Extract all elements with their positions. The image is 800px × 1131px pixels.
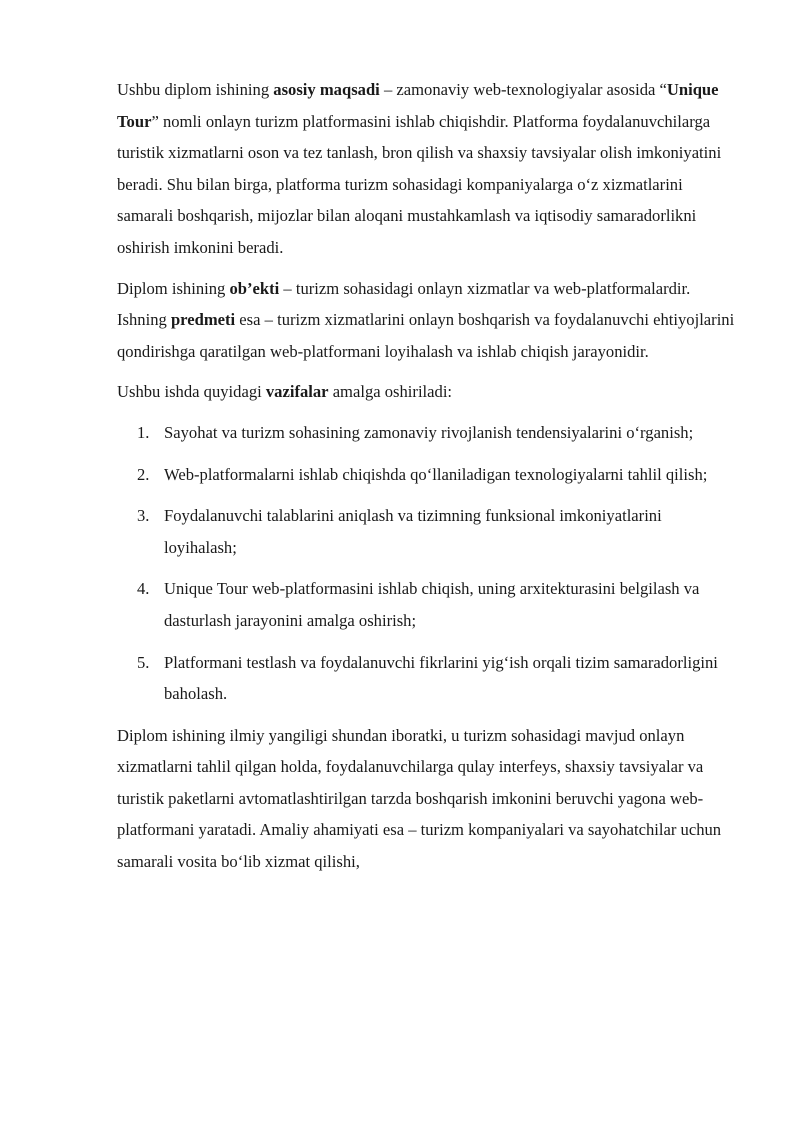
object-text-2: – turizm sohasidagi onlayn xizmatlar va web-platformalardir. Ishning bbox=[117, 278, 691, 330]
paragraph-goal bbox=[117, 74, 737, 264]
list-item-text: Unique Tour web-platformasini ishlab chiqish, uning arxitekturasini belgilash va dasturlash jarayonini amalga oshirish; bbox=[164, 579, 700, 630]
tasks-intro-bold: vazifalar bbox=[265, 382, 329, 402]
list-item bbox=[117, 573, 737, 636]
list-item bbox=[117, 417, 737, 449]
paragraph-object-subject bbox=[117, 273, 737, 368]
goal-text-2: – zamonaviy web-texnologiyalar asosida “ bbox=[379, 80, 667, 99]
object-text-3: esa – turizm xizmatlarini onlayn boshqarish va foydalanuvchi ehtiyojlarini qondirishga qaratilgan web-platformani loyihalash va ishlab chiqish jarayonidir. bbox=[117, 310, 735, 361]
paragraph-tasks-intro bbox=[117, 376, 737, 408]
list-item-text: Web-platformalarni ishlab chiqishda qo‘llaniladigan texnologiyalarni tahlil qilish; bbox=[164, 464, 708, 484]
paragraph-novelty: Diplom ishining ilmiy yangiligi shundan iboratki, u turizm sohasidagi mavjud onlayn xizmatlarni tahlil qilgan holda, foydalanuvchilarga qulay interfeys, shaxsiy tavsiyalar va turistik paketlarni avtomatlashtirilgan tarzda boshqarish imkonini beruvchi yagona web-platformani yaratadi. Amaliy ahamiyati esa – turizm kompaniyalari va sayohatchilar uchun samarali vosita bo‘lib xizmat qilishi, bbox=[117, 725, 722, 872]
object-bold-object: ob’ekti bbox=[229, 278, 280, 298]
list-item-text: Sayohat va turizm sohasining zamonaviy rivojlanish tendensiyalarini o‘rganish; bbox=[164, 422, 694, 442]
goal-text-3: ” nomli onlayn turizm platformasini ishlab chiqishdir. Platforma foydalanuvchilarga turistik xizmatlarni oson va tez tanlash, bron qilish va shaxsiy tavsiyalar olish imkoniyatini beradi. Shu bilan birga, platforma turizm sohasidagi kompaniyalarga o‘z xizmatlarini samarali boshqarish, mijozlar bilan aloqani mustahkamlash va iqtisodiy samaradorlikni oshirish imkonini beradi. bbox=[117, 111, 722, 257]
object-text-1: Diplom ishining bbox=[117, 278, 230, 298]
list-item-number: 3. bbox=[137, 506, 150, 526]
goal-bold-project-name: Unique Tour bbox=[117, 80, 719, 131]
tasks-list bbox=[117, 417, 737, 710]
list-item-number: 5. bbox=[137, 652, 150, 672]
tasks-intro-text-2: amalga oshiriladi: bbox=[328, 382, 453, 402]
list-item bbox=[117, 500, 737, 563]
list-item-number: 4. bbox=[137, 579, 150, 599]
tasks-intro-text-1: Ushbu ishda quyidagi bbox=[117, 382, 266, 402]
list-item-text: Foydalanuvchi talablarini aniqlash va tizimning funksional imkoniyatlarini loyihalash; bbox=[164, 506, 662, 557]
list-item-number: 1. bbox=[137, 422, 150, 442]
list-item-number: 2. bbox=[137, 464, 150, 484]
list-item bbox=[117, 647, 737, 710]
goal-bold-main-goal: asosiy maqsadi bbox=[273, 80, 380, 99]
list-item-text: Platformani testlash va foydalanuvchi fikrlarini yig‘ish orqali tizim samaradorligini baholash. bbox=[164, 652, 718, 704]
document-page bbox=[117, 74, 737, 887]
list-item bbox=[117, 459, 737, 491]
object-bold-subject: predmeti bbox=[170, 310, 236, 330]
goal-text-1: Ushbu diplom ishining bbox=[117, 80, 274, 99]
